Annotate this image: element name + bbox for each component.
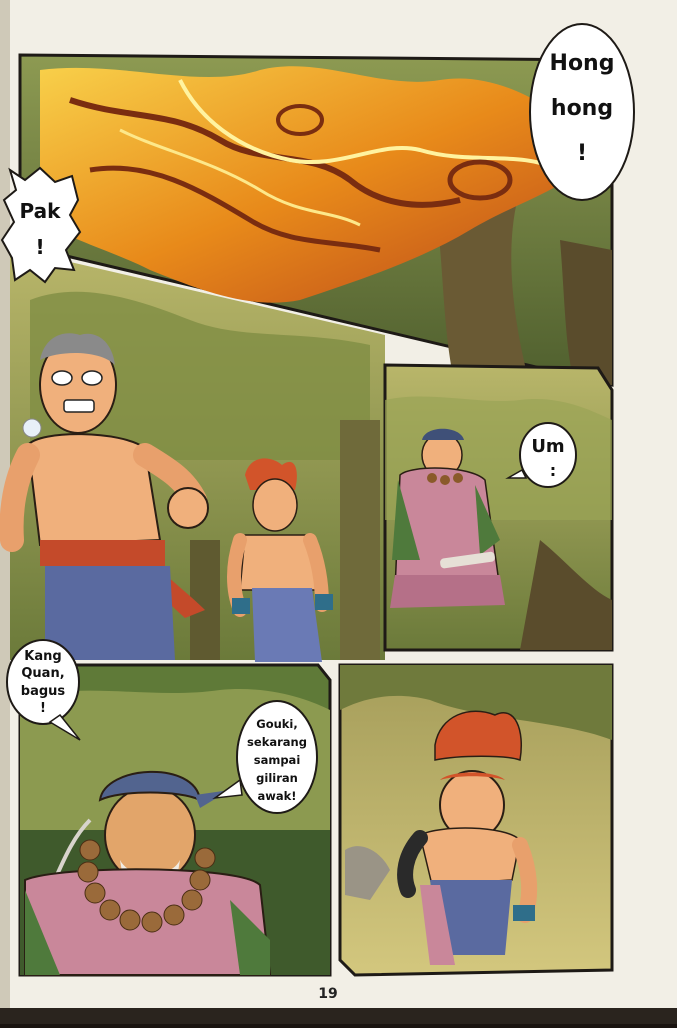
- sfx-pak-line-1: Pak: [19, 199, 61, 223]
- speech-gouki-line-5: awak!: [257, 789, 297, 803]
- panel-master: [385, 365, 612, 650]
- speech-gouki-line-4: giliran: [256, 771, 298, 785]
- sfx-hong-line-2: hong: [550, 96, 614, 121]
- speech-um-line-2: :: [549, 461, 557, 480]
- sfx-bubble-pak: [2, 168, 80, 282]
- page-shadow-bottom: [0, 1008, 677, 1024]
- sfx-pak-line-2: !: [35, 235, 45, 259]
- speech-kang-line-1: Kang: [24, 649, 62, 664]
- speech-kang-line-4: !: [40, 701, 46, 716]
- speech-gouki-line-2: sekarang: [247, 735, 307, 749]
- speech-kang-line-3: bagus: [20, 684, 66, 699]
- page-number: 19: [318, 986, 338, 1002]
- speech-um-line-1: Um: [531, 436, 565, 457]
- panel-gouki: [340, 665, 612, 975]
- sfx-bubble-hong: [530, 24, 634, 200]
- speech-gouki-line-3: sampai: [253, 753, 301, 767]
- sfx-hong-line-1: Hong: [549, 51, 615, 76]
- sfx-hong-line-3: !: [576, 141, 588, 166]
- speech-kang-line-2: Quan,: [21, 666, 65, 681]
- speech-gouki-line-1: Gouki,: [256, 717, 298, 731]
